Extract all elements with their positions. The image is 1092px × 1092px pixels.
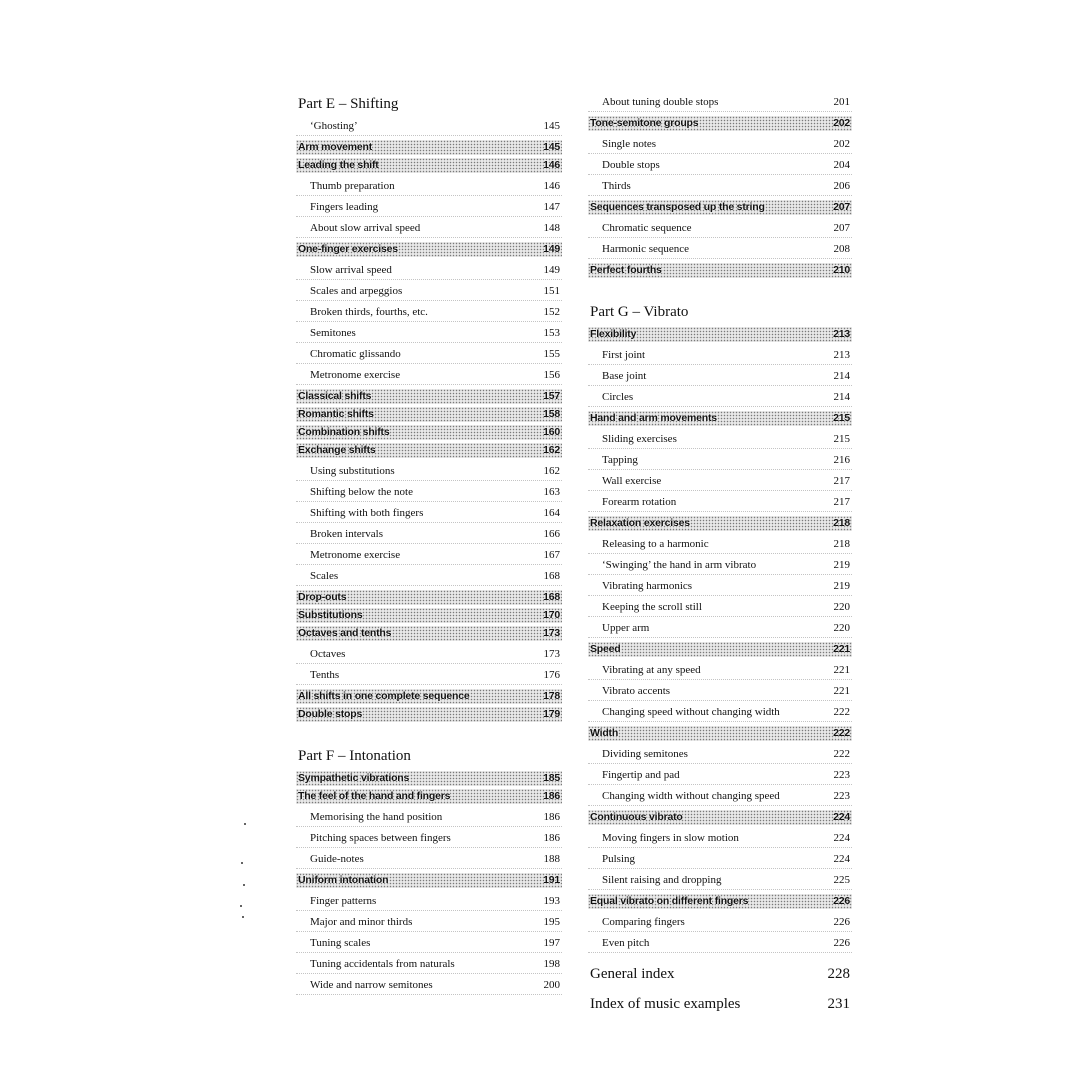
entry-page-number: 186: [543, 832, 560, 844]
entry-page-number: 179: [543, 708, 560, 720]
entry-page-number: 221: [833, 685, 850, 697]
entry-label: Changing width without changing speed: [602, 790, 780, 802]
entry-label: Continuous vibrato: [590, 811, 683, 823]
toc-subentry[interactable]: [588, 134, 852, 155]
entry-page-number: 207: [833, 201, 850, 213]
entry-label: Hand and arm movements: [590, 412, 717, 424]
entry-label: Flexibility: [590, 328, 637, 340]
entry-label: Width: [590, 727, 619, 739]
toc-subentry[interactable]: [588, 492, 852, 513]
scan-speck: [242, 916, 244, 918]
toc-heading-entry[interactable]: [296, 707, 562, 722]
entry-label: Arm movement: [298, 141, 373, 153]
toc-subentry[interactable]: [588, 933, 852, 954]
toc-subentry[interactable]: [588, 828, 852, 849]
toc-subentry[interactable]: [296, 461, 562, 482]
toc-subentry[interactable]: [296, 665, 562, 686]
entry-page-number: 158: [543, 408, 560, 420]
toc-subentry[interactable]: [588, 681, 852, 702]
index-label: Index of music examples: [590, 996, 741, 1012]
toc-heading-entry[interactable]: [296, 689, 562, 704]
entry-label: Pulsing: [602, 853, 636, 865]
entry-page-number: 215: [833, 412, 850, 424]
entry-page-number: 191: [543, 874, 560, 886]
entry-label: First joint: [602, 349, 646, 361]
entry-page-number: 148: [543, 222, 560, 234]
toc-subentry[interactable]: [588, 849, 852, 870]
entry-page-number: 202: [833, 117, 850, 129]
toc-subentry[interactable]: [588, 870, 852, 891]
part-e-title: Part E – Shifting: [298, 96, 399, 112]
entry-label: Leading the shift: [298, 159, 379, 171]
entry-label: Semitones: [310, 327, 356, 339]
entry-label: Base joint: [602, 370, 647, 382]
entry-label: Exchange shifts: [298, 444, 376, 456]
entry-label: Double stops: [602, 159, 660, 171]
toc-subentry[interactable]: [588, 345, 852, 366]
entry-page-number: 226: [833, 916, 850, 928]
entry-page-number: 224: [833, 853, 850, 865]
entry-page-number: 223: [833, 769, 850, 781]
entry-label: Releasing to a harmonic: [602, 538, 709, 550]
entry-page-number: 176: [543, 669, 560, 681]
entry-page-number: 221: [833, 643, 850, 655]
part-g-title: Part G – Vibrato: [590, 304, 689, 320]
toc-heading-entry[interactable]: [296, 158, 562, 173]
entry-page-number: 226: [833, 895, 850, 907]
entry-label: Even pitch: [602, 937, 650, 949]
scan-speck: [241, 862, 243, 864]
entry-page-number: 168: [543, 570, 560, 582]
section-gap: [296, 725, 562, 744]
entry-page-number: 155: [543, 348, 560, 360]
toc-heading-entry[interactable]: [588, 726, 852, 741]
toc-heading-entry[interactable]: [296, 771, 562, 786]
toc-subentry[interactable]: [588, 155, 852, 176]
entry-label: Octaves: [310, 648, 346, 660]
entry-label: Vibrato accents: [602, 685, 671, 697]
entry-page-number: 213: [833, 328, 850, 340]
part-f-continued-entries: [588, 92, 852, 278]
toc-subentry[interactable]: [588, 660, 852, 681]
toc-subentry[interactable]: [296, 912, 562, 933]
toc-subentry[interactable]: [588, 744, 852, 765]
entry-label: Broken thirds, fourths, etc.: [310, 306, 428, 318]
entry-page-number: 222: [833, 706, 850, 718]
entry-label: The feel of the hand and fingers: [298, 790, 451, 802]
entry-page-number: 166: [543, 528, 560, 540]
toc-subentry[interactable]: [296, 323, 562, 344]
entry-page-number: 219: [833, 580, 850, 592]
toc-subentry[interactable]: [588, 471, 852, 492]
toc-subentry[interactable]: [588, 786, 852, 807]
entry-label: Upper arm: [602, 622, 650, 634]
entry-page-number: 216: [833, 454, 850, 466]
entry-label: Sympathetic vibrations: [298, 772, 410, 784]
entry-label: Forearm rotation: [602, 496, 677, 508]
entry-label: Wide and narrow semitones: [310, 979, 433, 991]
toc-subentry[interactable]: [588, 912, 852, 933]
toc-subentry[interactable]: [296, 176, 562, 197]
entry-label: Moving fingers in slow motion: [602, 832, 739, 844]
entry-label: Classical shifts: [298, 390, 372, 402]
entry-label: Slow arrival speed: [310, 264, 392, 276]
entry-page-number: 198: [543, 958, 560, 970]
entry-page-number: 215: [833, 433, 850, 445]
toc-heading-entry[interactable]: [296, 443, 562, 458]
toc-subentry[interactable]: [588, 450, 852, 471]
entry-label: Silent raising and dropping: [602, 874, 722, 886]
scan-speck: [243, 884, 245, 886]
entry-page-number: 160: [543, 426, 560, 438]
toc-heading-entry[interactable]: [296, 873, 562, 888]
entry-label: Scales: [310, 570, 339, 582]
entry-page-number: 186: [543, 811, 560, 823]
entry-page-number: 149: [543, 264, 560, 276]
entry-label: Relaxation exercises: [590, 517, 690, 529]
entry-label: ‘Ghosting’: [310, 120, 358, 132]
entry-label: Thirds: [602, 180, 631, 192]
toc-subentry[interactable]: [296, 849, 562, 870]
toc-subentry[interactable]: [588, 239, 852, 260]
entry-page-number: 188: [543, 853, 560, 865]
entry-label: Scales and arpeggios: [310, 285, 403, 297]
entry-page-number: 219: [833, 559, 850, 571]
entry-label: Using substitutions: [310, 465, 395, 477]
entry-page-number: 214: [833, 370, 850, 382]
toc-heading-entry[interactable]: [296, 789, 562, 804]
entry-page-number: 162: [543, 444, 560, 456]
toc-subentry[interactable]: [296, 260, 562, 281]
entry-label: Tenths: [310, 669, 340, 681]
entry-label: Sequences transposed up the string: [590, 201, 765, 213]
left-column: [296, 92, 562, 996]
toc-subentry[interactable]: [296, 482, 562, 503]
toc-subentry[interactable]: [588, 387, 852, 408]
entry-label: Vibrating harmonics: [602, 580, 693, 592]
entry-label: Tuning accidentals from naturals: [310, 958, 455, 970]
entry-label: Wall exercise: [602, 475, 662, 487]
toc-heading-entry[interactable]: [296, 626, 562, 641]
entry-label: Fingertip and pad: [602, 769, 680, 781]
entry-label: Keeping the scroll still: [602, 601, 702, 613]
entry-page-number: 222: [833, 727, 850, 739]
toc-heading-entry[interactable]: [588, 263, 852, 278]
entry-label: Circles: [602, 391, 634, 403]
entry-label: Major and minor thirds: [310, 916, 413, 928]
toc-heading-entry[interactable]: [296, 407, 562, 422]
toc-subentry[interactable]: [296, 566, 562, 587]
index-page: 228: [827, 966, 850, 982]
toc-subentry[interactable]: [296, 281, 562, 302]
toc-subentry[interactable]: [296, 218, 562, 239]
entry-page-number: 207: [833, 222, 850, 234]
entry-label: Equal vibrato on different fingers: [590, 895, 749, 907]
toc-subentry[interactable]: [588, 555, 852, 576]
toc-heading-entry[interactable]: [588, 200, 852, 215]
entry-page-number: 204: [833, 159, 850, 171]
entry-label: One-finger exercises: [298, 243, 398, 255]
entry-page-number: 151: [543, 285, 560, 297]
toc-subentry[interactable]: [588, 429, 852, 450]
toc-subentry[interactable]: [296, 197, 562, 218]
entry-page-number: 220: [833, 622, 850, 634]
entry-label: Shifting with both fingers: [310, 507, 424, 519]
toc-subentry[interactable]: [296, 116, 562, 137]
scan-speck: [240, 905, 242, 907]
toc-heading-entry[interactable]: [296, 389, 562, 404]
entry-label: Romantic shifts: [298, 408, 374, 420]
toc-subentry[interactable]: [296, 954, 562, 975]
toc-subentry[interactable]: [296, 891, 562, 912]
entry-label: Tone-semitone groups: [590, 117, 699, 129]
entry-page-number: 157: [543, 390, 560, 402]
entry-label: Shifting below the note: [310, 486, 413, 498]
index-page: 231: [827, 996, 850, 1012]
toc-subentry[interactable]: [296, 524, 562, 545]
toc-subentry[interactable]: [588, 618, 852, 639]
entry-page-number: 226: [833, 937, 850, 949]
entry-label: Metronome exercise: [310, 369, 401, 381]
entry-label: All shifts in one complete sequence: [298, 690, 470, 702]
entry-label: Comparing fingers: [602, 916, 685, 928]
entry-label: Metronome exercise: [310, 549, 401, 561]
entry-page-number: 221: [833, 664, 850, 676]
entry-label: Drop-outs: [298, 591, 347, 603]
entry-page-number: 185: [543, 772, 560, 784]
entry-page-number: 168: [543, 591, 560, 603]
entry-page-number: 213: [833, 349, 850, 361]
toc-subentry[interactable]: [296, 365, 562, 386]
entry-page-number: 224: [833, 811, 850, 823]
entry-label: Finger patterns: [310, 895, 377, 907]
entry-label: Fingers leading: [310, 201, 379, 213]
entry-page-number: 220: [833, 601, 850, 613]
entry-page-number: 178: [543, 690, 560, 702]
entry-label: ‘Swinging’ the hand in arm vibrato: [602, 559, 757, 571]
entry-label: About tuning double stops: [602, 96, 719, 108]
entry-page-number: 145: [543, 120, 560, 132]
toc-subentry[interactable]: [296, 545, 562, 566]
toc-heading-entry[interactable]: [588, 411, 852, 426]
toc-heading-entry[interactable]: [296, 425, 562, 440]
part-e-entries: [296, 116, 562, 722]
entry-page-number: 214: [833, 391, 850, 403]
entry-page-number: 225: [833, 874, 850, 886]
toc-subentry[interactable]: [296, 644, 562, 665]
entry-label: Uniform intonation: [298, 874, 389, 886]
toc-subentry[interactable]: [588, 534, 852, 555]
entry-page-number: 218: [833, 538, 850, 550]
entry-label: Changing speed without changing width: [602, 706, 780, 718]
entry-page-number: 167: [543, 549, 560, 561]
entry-page-number: 206: [833, 180, 850, 192]
toc-heading-entry[interactable]: [296, 590, 562, 605]
toc-subentry[interactable]: [588, 597, 852, 618]
entry-label: Combination shifts: [298, 426, 390, 438]
entry-label: Substitutions: [298, 609, 363, 621]
entry-page-number: 149: [543, 243, 560, 255]
entry-page-number: 146: [543, 159, 560, 171]
entry-page-number: 201: [833, 96, 850, 108]
toc-heading-entry[interactable]: [296, 140, 562, 155]
entry-page-number: 200: [543, 979, 560, 991]
toc-subentry[interactable]: [296, 975, 562, 996]
entry-label: Chromatic glissando: [310, 348, 401, 360]
toc-heading-entry[interactable]: [588, 516, 852, 531]
entry-label: Dividing semitones: [602, 748, 688, 760]
entry-label: Speed: [590, 643, 621, 655]
entry-label: Tuning scales: [310, 937, 371, 949]
entry-page-number: 202: [833, 138, 850, 150]
entry-page-number: 156: [543, 369, 560, 381]
entry-label: About slow arrival speed: [310, 222, 421, 234]
entry-label: Harmonic sequence: [602, 243, 690, 255]
toc-subentry[interactable]: [296, 503, 562, 524]
toc-subentry[interactable]: [296, 933, 562, 954]
entry-page-number: 222: [833, 748, 850, 760]
toc-subentry[interactable]: [588, 176, 852, 197]
section-gap: [588, 281, 852, 300]
entry-page-number: 217: [833, 496, 850, 508]
general-index-link[interactable]: [588, 959, 852, 989]
entry-label: Chromatic sequence: [602, 222, 692, 234]
entry-page-number: 195: [543, 916, 560, 928]
entry-page-number: 197: [543, 937, 560, 949]
entry-label: Thumb preparation: [310, 180, 395, 192]
entry-page-number: 193: [543, 895, 560, 907]
entry-page-number: 147: [543, 201, 560, 213]
entry-label: Sliding exercises: [602, 433, 677, 445]
entry-label: Single notes: [602, 138, 657, 150]
toc-heading-entry[interactable]: [588, 327, 852, 342]
entry-page-number: 146: [543, 180, 560, 192]
toc-subentry[interactable]: [588, 702, 852, 723]
toc-heading-entry[interactable]: [588, 116, 852, 131]
entry-page-number: 186: [543, 790, 560, 802]
entry-page-number: 163: [543, 486, 560, 498]
part-f-entries: [296, 771, 562, 996]
entry-page-number: 170: [543, 609, 560, 621]
entry-label: Pitching spaces between fingers: [310, 832, 451, 844]
entry-page-number: 162: [543, 465, 560, 477]
entry-page-number: 173: [543, 648, 560, 660]
entry-label: Octaves and tenths: [298, 627, 392, 639]
toc-subentry[interactable]: [296, 302, 562, 323]
entry-label: Guide-notes: [310, 853, 364, 865]
toc-subentry[interactable]: [588, 366, 852, 387]
entry-page-number: 217: [833, 475, 850, 487]
toc-subentry[interactable]: [296, 344, 562, 365]
entry-page-number: 224: [833, 832, 850, 844]
index-label: General index: [590, 966, 675, 982]
entry-page-number: 145: [543, 141, 560, 153]
entry-page-number: 153: [543, 327, 560, 339]
entry-page-number: 223: [833, 790, 850, 802]
right-column: [588, 92, 852, 1019]
toc-heading-entry[interactable]: [588, 894, 852, 909]
toc-subentry[interactable]: [296, 828, 562, 849]
toc-subentry[interactable]: [588, 765, 852, 786]
entry-page-number: 210: [833, 264, 850, 276]
toc-heading-entry[interactable]: [588, 642, 852, 657]
entry-page-number: 218: [833, 517, 850, 529]
entry-label: Double stops: [298, 708, 363, 720]
entry-label: Broken intervals: [310, 528, 384, 540]
entry-page-number: 208: [833, 243, 850, 255]
toc-heading-entry[interactable]: [296, 608, 562, 623]
toc-heading-entry[interactable]: [588, 810, 852, 825]
toc-heading-entry[interactable]: [296, 242, 562, 257]
entry-label: Perfect fourths: [590, 264, 662, 276]
entry-label: Memorising the hand position: [310, 811, 443, 823]
scan-speck: [244, 823, 246, 825]
toc-subentry[interactable]: [588, 576, 852, 597]
toc-subentry[interactable]: [296, 807, 562, 828]
toc-subentry[interactable]: [588, 218, 852, 239]
entry-label: Vibrating at any speed: [602, 664, 701, 676]
part-g-entries: [588, 327, 852, 954]
entry-page-number: 173: [543, 627, 560, 639]
entry-page-number: 152: [543, 306, 560, 318]
music-examples-index-link[interactable]: [588, 989, 852, 1019]
toc-subentry[interactable]: [588, 92, 852, 113]
part-f-title: Part F – Intonation: [298, 748, 411, 764]
entry-page-number: 164: [543, 507, 560, 519]
entry-label: Tapping: [602, 454, 638, 466]
